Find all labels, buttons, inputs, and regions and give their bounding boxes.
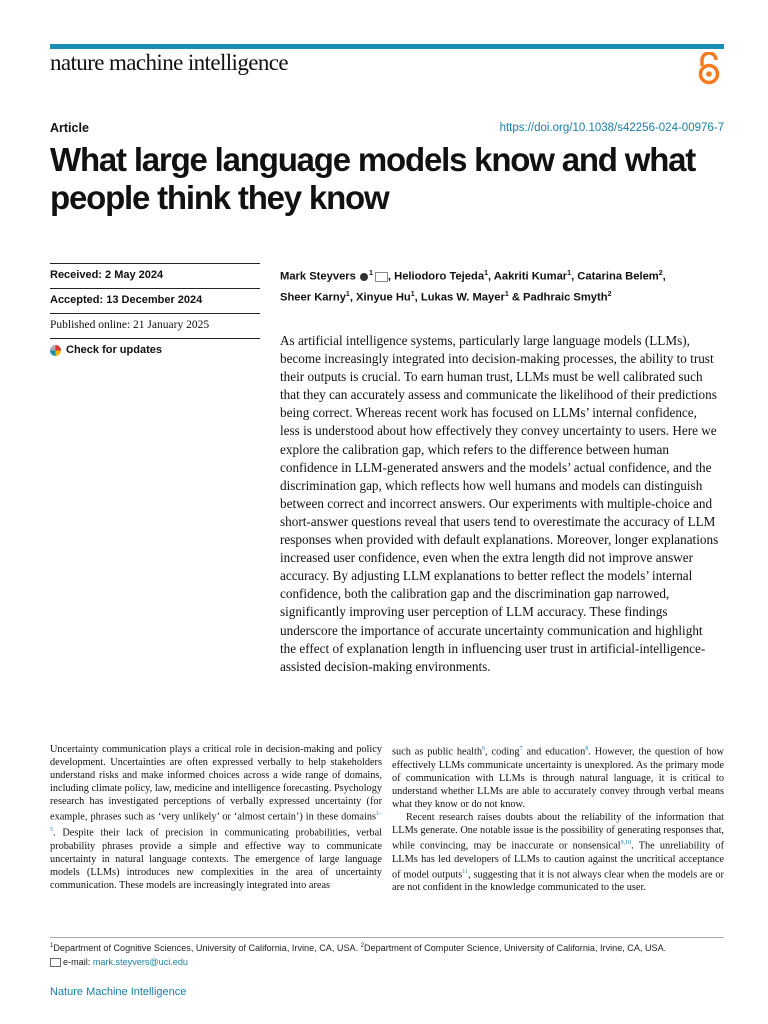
body-paragraph: [392, 743, 724, 811]
body-text: , coding: [485, 746, 520, 758]
check-for-updates-icon: [50, 345, 61, 356]
citation-link[interactable]: 1–5: [50, 811, 382, 833]
author-name[interactable]: Aakriti Kumar: [493, 270, 568, 283]
journal-name[interactable]: nature machine intelligence: [50, 50, 288, 75]
affiliation-number: 2: [360, 943, 364, 949]
published-date: Published online: 21 January 2025: [50, 313, 260, 338]
author-name[interactable]: Lukas W. Mayer: [420, 291, 505, 304]
check-for-updates-button[interactable]: [50, 338, 260, 363]
body-paragraph: [392, 811, 724, 894]
email-label: e-mail:: [63, 957, 93, 968]
body-text: such as public health: [392, 746, 483, 758]
citation-link[interactable]: 8: [585, 746, 589, 752]
body-text: Uncertainty communication plays a critical role in decision-making and policy development. Uncertainties are often expressed verbally to help stakeholders understand risks and make informed choices across a wide range of domains, including climate policy, law, medicine and intelligence forecasting. Psychology research has investigated perceptions of verbally expressed uncertainty (for example, phrases such as ‘very unlikely’ or ‘almost certain’) in these domains: [50, 744, 382, 823]
orcid-icon[interactable]: [360, 273, 368, 281]
footer-journal-name[interactable]: Nature Machine Intelligence: [50, 986, 187, 998]
body-paragraph: [50, 743, 382, 892]
body-text: and education: [522, 746, 586, 758]
doi-link[interactable]: https://doi.org/10.1038/s42256-024-00976-7: [499, 122, 724, 134]
affiliations: [50, 939, 724, 955]
citation-link[interactable]: 9,10: [620, 840, 632, 847]
body-text: Recent research raises doubts about the reliability of the information that LLMs generate. One notable issue is the possibility of generating responses that, while convincing, may be inaccurate or nonsensical: [392, 811, 724, 852]
accepted-date: Accepted: 13 December 2024: [50, 288, 260, 313]
author-name[interactable]: Xinyue Hu: [356, 291, 411, 304]
open-access-icon[interactable]: [695, 52, 723, 86]
body-text: , suggesting that it is not always clear when the models are or are not confident in the knowledge communicated to the user.: [392, 869, 724, 894]
article-type: Article: [50, 121, 89, 135]
email-link[interactable]: mark.steyvers@uci.edu: [92, 957, 188, 968]
affiliation-number: 1: [50, 943, 54, 949]
article-title: What large language models know and what people think they know: [50, 141, 696, 216]
author-name[interactable]: Heliodoro Tejeda: [394, 270, 485, 283]
top-accent-bar: [50, 44, 724, 49]
body-text: . The unreliability of LLMs has led developers of LLMs to caution against the uncritical acceptance of model outputs: [392, 840, 724, 881]
author-affiliation: 1: [369, 270, 373, 277]
author-affiliation: 1: [504, 290, 509, 298]
email-line: [50, 955, 724, 969]
author-name[interactable]: Padhraic Smyth: [523, 291, 608, 304]
dates-panel: [50, 263, 260, 363]
affiliation-2: Department of Computer Science, University of California, Irvine, CA, USA.: [363, 943, 667, 954]
author-name[interactable]: Catarina Belem: [577, 270, 659, 283]
check-for-updates-label: Check for updates: [66, 344, 162, 356]
mail-icon[interactable]: [375, 272, 388, 282]
body-text: . Despite their lack of precision in communicating probabilities, verbal probability phrases provide a simple and effective way to communicate uncertainty in natural language contexts. The emergence of large language models (LLMs) introduces new complexities in the area of uncertainty communication. These models are increasingly integrated into areas: [50, 827, 382, 891]
author-affiliation: 1: [410, 290, 415, 298]
author-name[interactable]: Sheer Karny: [280, 291, 346, 304]
citation-link[interactable]: 7: [519, 746, 523, 752]
abstract: As artificial intelligence systems, particularly large language models (LLMs), become increasingly integrated into decision-making processes, the ability to trust their outputs is crucial. To earn human trust, LLMs must be well calibrated such that they can accurately assess and communicate the likelihood of their predictions being correct. Whereas recent work has focused on LLMs’ internal confidence, less is understood about how effectively they convey uncertainty to users. Here we explore the calibration gap, which refers to the difference between human confidence in LLM-generated answers and the models’ actual confidence, and the discrimination gap, which reflects how well humans and models can distinguish between correct and incorrect answers. Our experiments with multiple-choice and short-answer questions reveal that users tend to overestimate the accuracy of LLM responses when provided with default explanations. Moreover, longer explanations increased user confidence, even when the extra length did not improve answer accuracy. By adjusting LLM explanations to better reflect the models’ internal confidence, both the calibration gap and the discrimination gap narrowed, significantly improving user perception of LLM accuracy. These findings underscore the importance of accurate uncertainty communication and highlight the effect of explanation length in influencing user trust in artificial-intelligence-assisted decision-making environments.: [280, 333, 719, 674]
author-affiliation: 2: [658, 270, 663, 277]
author-affiliation: 1: [567, 270, 572, 277]
footnotes: [50, 937, 724, 969]
author-name[interactable]: Mark Steyvers: [280, 270, 356, 283]
received-date: Received: 2 May 2024: [50, 263, 260, 288]
author-list: Mark Steyvers $^1$ , Heliodoro Tejeda$^1$, Aakriti Kumar$^1$, Catarina Belem$^2$, Sheer Karny$^1$, Xinyue Hu$^1$, Lukas W. Mayer$^1$ & Padhraic Smyth$^2$: [280, 270, 666, 304]
mail-icon: [50, 958, 61, 967]
body-column-1: [50, 743, 382, 892]
body-column-2: [392, 743, 724, 894]
body-text: . However, the question of how effectively LLMs communicate uncertainty is unexplored. As the primary mode of communication with LLMs is through natural language, it is critical to understand whether LLMs are able to accurately convey through verbal means what they know or do not know.: [392, 746, 724, 810]
author-affiliation: 2: [607, 290, 612, 298]
citation-link[interactable]: 11: [462, 868, 469, 875]
author-affiliation: 1: [345, 290, 350, 298]
citation-link[interactable]: 6: [482, 746, 486, 752]
author-affiliation: 1: [484, 270, 488, 277]
affiliation-1: Department of Cognitive Sciences, University of California, Irvine, CA, USA.: [53, 943, 361, 954]
